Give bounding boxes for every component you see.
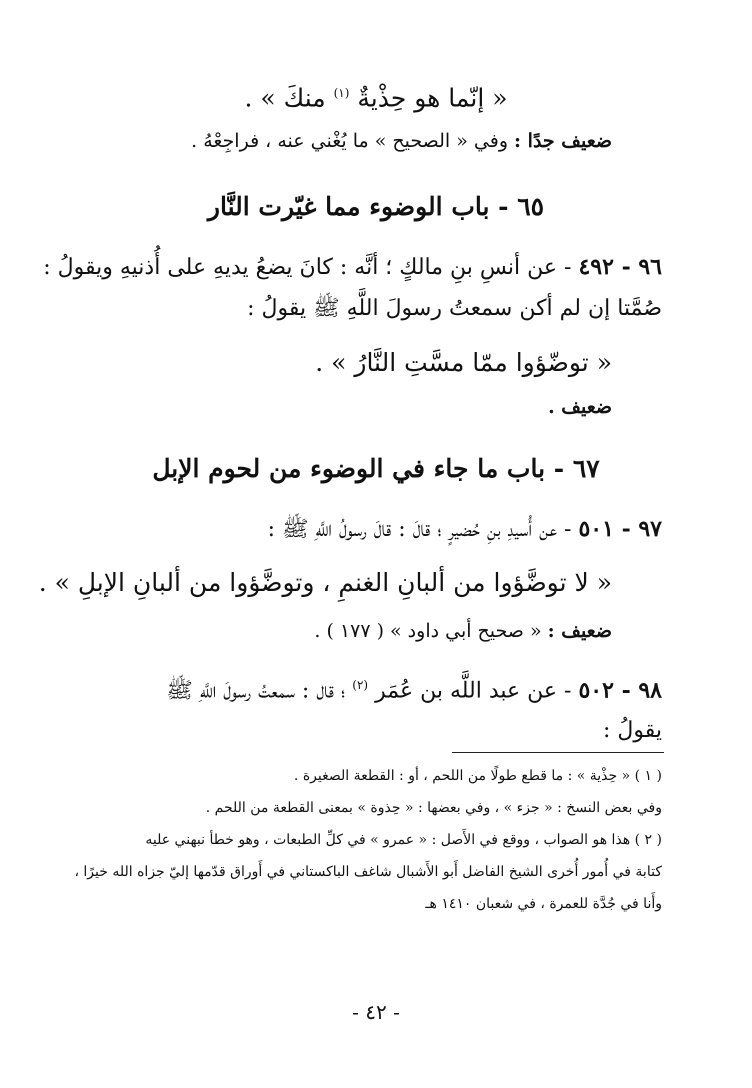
quote-tail: منكَ » . [244, 83, 326, 113]
footnote-1: ( ١ ) « حِذْية » : ما قطع طولًا من اللحم ، أو : القطعة الصغيرة . [293, 768, 662, 784]
hadith-98-line-2: يقولُ : [602, 718, 662, 743]
hadith-96-quote: « توضّؤوا ممّا مسَّتِ النَّارُ » . [315, 348, 612, 377]
quote-text: « إنّما هو حِذْيةٌ [357, 83, 508, 113]
hadith-text: - عن أنسِ بنِ مالكٍ ؛ أنَّه : كانَ يضعُ يديهِ على أُذنيهِ ويقولُ : [43, 255, 572, 280]
hadith-96-grade: ضعيف . [548, 396, 612, 418]
chapter-heading-67: ٦٧ - باب ما جاء في الوضوء من لحوم الإبل [152, 454, 600, 483]
chapter-heading-65: ٦٥ - باب الوضوء مما غيّرت النَّار [207, 192, 545, 221]
hadith-quote-line [0, 76, 752, 115]
footnote-ref-1: (١) [333, 86, 350, 100]
hadith-96-line-2: صُمَّتا إن لم أكن سمعتُ رسولَ اللَّهِ ﷺ يقولُ : [247, 296, 662, 321]
hadith-96-line-1 [43, 252, 662, 283]
footnote-1-cont: وفي بعض النسخ : « جزء » ، وفي بعضها : « حِذوة » بمعنى القطعة من اللحم . [205, 800, 662, 816]
hadith-number: ٩٨ - ٥٠٢ [578, 677, 662, 704]
hadith-text-tail: ؛ قال : سمعتُ رسولَ اللَّهِ ﷺ [166, 678, 346, 704]
grade-source: « صحيح أبي داود » ( ١٧٧ ) . [314, 620, 542, 642]
hadith-98-line-1 [166, 670, 662, 706]
hadith-number: ٩٦ - ٤٩٢ [578, 254, 662, 280]
grade-label: ضعيف جدًا : [514, 130, 612, 152]
footnote-divider [452, 752, 664, 753]
footnote-2-cont: كتابة في أُمور أُخرى الشيخ الفاضل أَبو الأَشبال شاغف الباكستاني في أَوراق قدّمها إليّ جزاه الله خيرًا ، [74, 864, 662, 880]
hadith-97-line-1 [268, 514, 662, 545]
footnote-ref-2: (٢) [352, 678, 369, 692]
hadith-text: - عن عبد اللَّه بن عُمَر [375, 678, 572, 704]
hadith-97-quote: « لا توضَّؤوا من ألبانِ الغنمِ ، وتوضَّؤوا من ألبانِ الإبلِ » . [38, 568, 612, 597]
hadith-97-grade [314, 618, 612, 644]
grade-line [191, 128, 612, 154]
footnote-2-end: وأَنا في جُدَّة للعمرة ، في شعبان ١٤١٠ هـ [425, 896, 662, 912]
page-number: - ٤٢ - [352, 1000, 400, 1024]
hadith-number: ٩٧ - ٥٠١ [578, 516, 662, 542]
grade-note: وفي « الصحيح » ما يُغْني عنه ، فراجِعْهُ . [191, 130, 508, 152]
grade-label: ضعيف : [547, 620, 612, 642]
hadith-text: - عن أُسيدِ بنِ حُضيرٍ ؛ قالَ : قالَ رسولُ اللَّهِ ﷺ : [267, 517, 572, 542]
footnote-2: ( ٢ ) هذا هو الصواب ، ووقع في الأَصل : « عمرو » في كلِّ الطبعات ، وهو خطأ نبهني عليه [145, 832, 662, 848]
